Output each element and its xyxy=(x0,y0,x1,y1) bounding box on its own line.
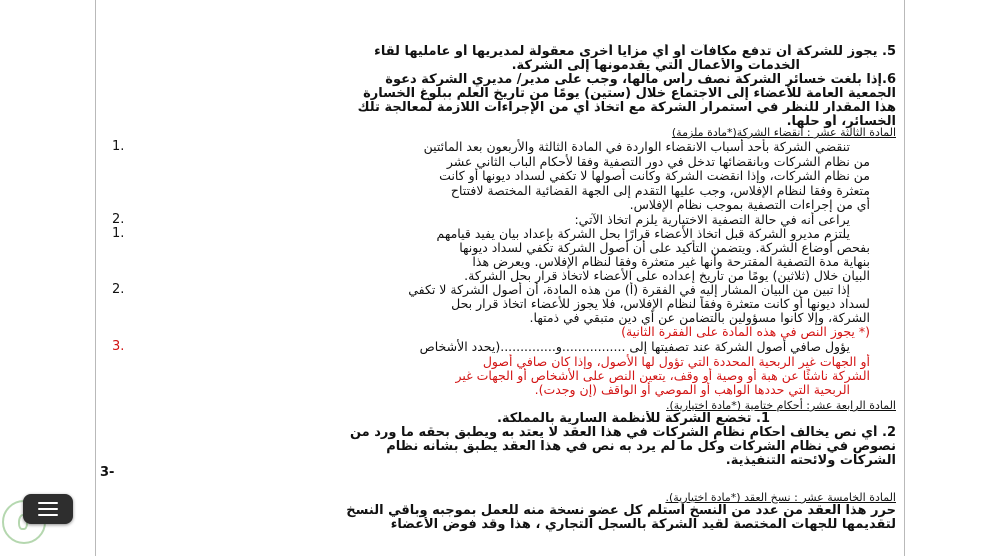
article-14-item-2-line-1: 2. أي نص يخالف أحكام نظام الشركات في هذا العقد لا يعتد به ويطبق بحقه ما ورد من xyxy=(349,425,896,440)
article-13-item-2-line: يراعى أنه في حالة التصفية الاختيارية يلزم اتخاذ الآتي: xyxy=(574,212,850,227)
article-13-item-3-line-3: الشركة ناشئًا عن هبة أو وصية أو وقف، يتعين النص على الأشخاص أو الجهات غير xyxy=(455,368,870,383)
optional-note: (* يجوز النص في هذه المادة على الفقرة الثانية) xyxy=(621,324,870,339)
right-margin-line xyxy=(904,0,905,556)
hamburger-menu-icon[interactable] xyxy=(23,494,73,524)
article-13-item-3-line-2: أو الجهات غير الربحية المحددة التي تؤول لها الأصول، وإذا كان صافي أصول xyxy=(482,354,870,369)
article-14-item-3: 3- xyxy=(100,465,115,480)
left-margin-line xyxy=(95,0,96,556)
article-14-item-1: 1. تخضع الشركة للأنظمة السارية بالمملكة. xyxy=(496,411,770,426)
article-13-heading: المادة الثالثة عشر : انقضاء الشركة(*مادة ملزمة) xyxy=(671,126,896,139)
article-15-line-2: لتقديمها للجهات المختصة لقيد الشركة بالسجل التجاري ، هذا وقد فوض الأعضاء xyxy=(390,517,896,532)
sub-item-2-line-2: لسداد ديونها أو كانت متعثرة وفقاً لنظام الإفلاس، فلا يجوز للأعضاء اتخاذ قرار بحل xyxy=(451,296,870,311)
article-13-item-3-line-4: الربحية التي حددها الواهب أو الموصي أو الواقف (إن وجدت). xyxy=(534,382,850,397)
clause-6-line-2: الجمعية العامة للأعضاء إلى الاجتماع خلال (ستين) يومًا من تاريخ العلم ببلوغ الخسارة xyxy=(363,86,896,101)
sub-item-1-number: 1. xyxy=(112,226,125,241)
article-13-item-3-line-1: يؤول صافي أصول الشركة عند تصفيتها إلى ................و..............(يحدد الأشخاص xyxy=(419,339,850,354)
article-15-heading: المادة الخامسة عشر : نسخ العقد (*مادة اختيارية). xyxy=(665,491,896,504)
clause-5-line-1: 5. يجوز للشركة أن تدفع مكافآت أو أي مزايا أخرى معقولة لمديريها أو عامليها لقاء xyxy=(374,44,896,59)
sub-item-2-line-1: إذا تبين من البيان المشار إليه في الفقرة (أ) من هذه المادة، أن أصول الشركة لا تكفي xyxy=(408,282,850,297)
article-13-item-2-number: 2. xyxy=(112,212,125,227)
article-13-item-1-number: 1. xyxy=(112,139,125,154)
article-13-item-1-line-5: أي من إجراءات التصفية بموجب نظام الإفلاس. xyxy=(629,197,870,212)
sub-item-1-line-3: بنهاية مدة التصفية المقترحة وأنها غير متعثرة وفقا لنظام الإفلاس. ويعرض هذا xyxy=(472,254,870,269)
article-13-item-1-line-4: متعثرة وفقا لنظام الإفلاس، وجب عليها التقدم إلى الجهة القضائية المختصة لافتتاح xyxy=(450,183,870,198)
clause-5-line-2: الخدمات والأعمال التي يقدمونها إلى الشركة. xyxy=(511,58,800,73)
article-15-line-1: حرر هذا العقد من عدد من النسخ أستلم كل عضو نسخة منه للعمل بموجبه وباقي النسخ xyxy=(346,503,896,518)
article-13-item-3-number: 3. xyxy=(112,339,125,354)
article-14-item-2-line-3: الشركات ولائحته التنفيذية. xyxy=(725,453,896,468)
sub-item-2-number: 2. xyxy=(112,282,125,297)
clause-6-line-3: هذا المقدار للنظر في استمرار الشركة مع اتخاذ أي من الإجراءات اللازمة لمعالجة تلك xyxy=(357,100,896,115)
article-13-item-1-line-2: من نظام الشركات وبانقضائها تدخل في دور التصفية وفقا لأحكام الباب الثاني عشر xyxy=(446,154,870,169)
sub-item-2-line-3: الشركة، وإلا كانوا مسؤولين بالتضامن عن أي دين متبقي في ذمتها. xyxy=(529,310,870,325)
article-13-item-1-line-1: تنقضي الشركة بأحد أسباب الانقضاء الواردة في المادة الثالثة والأربعون بعد المائتين xyxy=(423,139,850,154)
article-14-item-2-line-2: نصوص في نظام الشركات وكل ما لم يرد به نص في هذا العقد يطبق بشأنه نظام xyxy=(386,439,896,454)
sub-item-1-line-2: بفحص أوضاع الشركة. ويتضمن التأكيد على أن أصول الشركة تكفي لسداد ديونها xyxy=(459,240,870,255)
clause-6-line-4: الخسائر، أو حلها. xyxy=(786,114,896,129)
clause-6-line-1: 6.إذا بلغت خسائر الشركة نصف رأس مالها، وجب على مدير/ مديري الشركة دعوة xyxy=(385,72,896,87)
sub-item-1-line-4: البيان خلال (ثلاثين) يومًا من تاريخ إعداده على الأعضاء لاتخاذ قرار بحل الشركة. xyxy=(464,268,870,283)
article-14-heading: المادة الرابعة عشر: أحكام ختامية (*مادة اختيارية). xyxy=(666,399,896,412)
article-13-item-1-line-3: من نظام الشركات، وإذا انقضت الشركة وكانت أصولها لا تكفي لسداد ديونها أو كانت xyxy=(439,168,870,183)
sub-item-1-line-1: يلتزم مديرو الشركة قبل اتخاذ الأعضاء قرارًا بحل الشركة بإعداد بيان يفيد قيامهم xyxy=(436,226,850,241)
